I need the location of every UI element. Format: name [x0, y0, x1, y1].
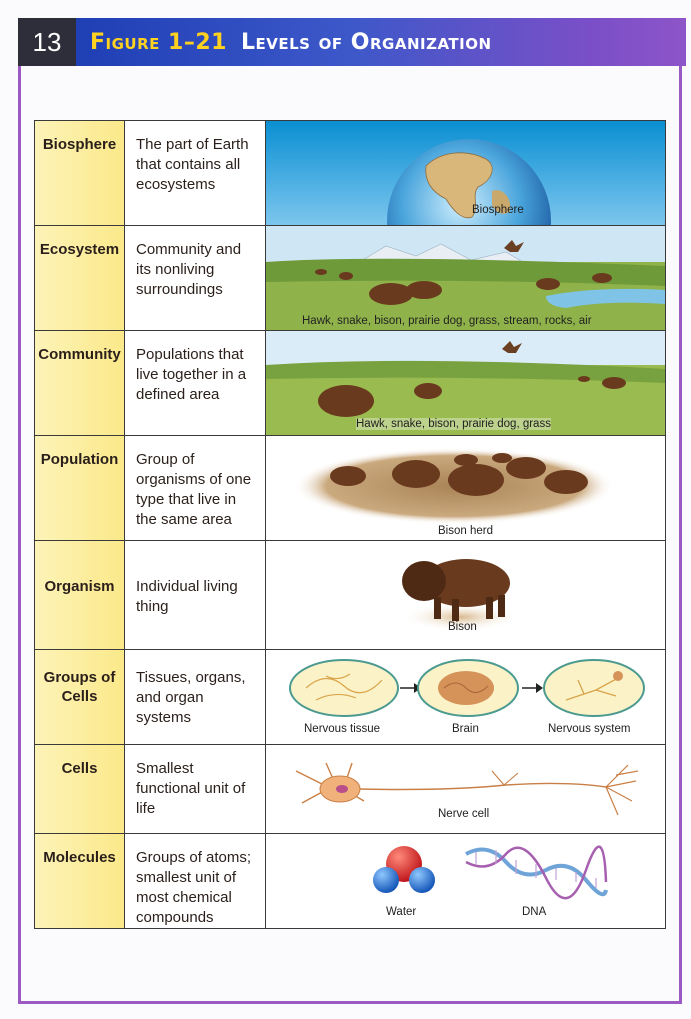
image-caption: Nervous system	[548, 723, 631, 735]
level-label: Groups of Cells	[35, 650, 125, 744]
level-label: Ecosystem	[35, 226, 125, 330]
table-row	[35, 745, 665, 834]
levels-table	[34, 120, 666, 929]
dna-icon	[466, 847, 606, 898]
groups-of-cells-illustration	[266, 650, 665, 744]
level-description: Populations that live together in a defined area	[125, 331, 266, 435]
organism-illustration	[266, 541, 665, 649]
table-row	[35, 650, 665, 745]
level-description: The part of Earth that contains all ecosystems	[125, 121, 266, 225]
level-description: Groups of atoms; smallest unit of most chemical compounds	[125, 834, 266, 928]
figure-header	[18, 18, 686, 66]
image-caption: Water	[386, 906, 417, 918]
image-caption: Nerve cell	[438, 808, 490, 820]
image-caption: DNA	[522, 906, 547, 918]
level-description: Community and its nonliving surroundings	[125, 226, 266, 330]
table-row	[35, 436, 665, 541]
table-row	[35, 226, 665, 331]
figure-title: Levels of Organization	[240, 29, 492, 55]
image-caption: Hawk, snake, bison, prairie dog, grass, stream, rocks, air	[302, 315, 592, 327]
level-description: Tissues, organs, and organ systems	[125, 650, 266, 744]
nervous-system-icon	[544, 660, 644, 716]
image-caption: Bison	[448, 621, 477, 633]
image-caption: Biosphere	[472, 204, 524, 216]
image-caption: Nervous tissue	[304, 723, 381, 735]
level-label: Cells	[35, 745, 125, 833]
water-molecule-icon	[373, 846, 435, 893]
figure-label: Figure 1–21	[90, 29, 227, 55]
community-illustration	[266, 331, 665, 435]
image-caption: Hawk, snake, bison, prairie dog, grass	[356, 418, 551, 430]
image-caption: Bison herd	[438, 525, 493, 537]
population-illustration	[266, 436, 665, 540]
molecules-illustration	[266, 834, 665, 928]
level-label: Molecules	[35, 834, 125, 928]
table-row	[35, 121, 665, 226]
cells-illustration	[266, 745, 665, 833]
level-label: Population	[35, 436, 125, 540]
image-caption: Brain	[452, 723, 479, 735]
brain-icon	[418, 660, 518, 716]
level-description: Group of organisms of one type that live in the same area	[125, 436, 266, 540]
level-description: Individual living thing	[125, 541, 266, 649]
level-label: Community	[35, 331, 125, 435]
title-bar	[76, 18, 686, 66]
figure-number: 13	[18, 18, 76, 66]
biosphere-illustration	[266, 121, 665, 225]
table-row	[35, 331, 665, 436]
table-row	[35, 834, 665, 928]
ecosystem-illustration	[266, 226, 665, 330]
arrow-right-icon	[522, 683, 543, 693]
table-row	[35, 541, 665, 650]
tissue-icon	[290, 660, 398, 716]
level-label: Biosphere	[35, 121, 125, 225]
level-description: Smallest functional unit of life	[125, 745, 266, 833]
level-label: Organism	[35, 541, 125, 649]
